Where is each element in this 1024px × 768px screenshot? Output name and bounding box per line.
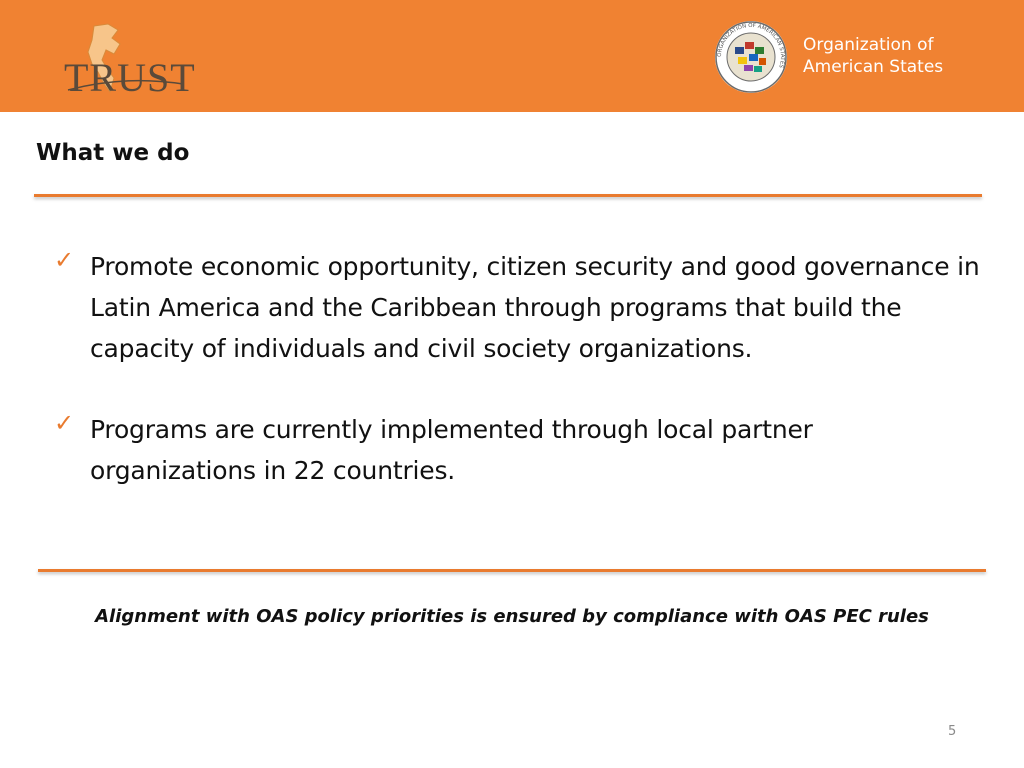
- bottom-divider: [38, 569, 986, 572]
- bullet-list: [52, 246, 982, 531]
- trust-logo: [48, 20, 198, 100]
- header-bar: [0, 0, 1024, 112]
- checkmark-icon: ✓: [54, 409, 75, 437]
- checkmark-icon: ✓: [54, 246, 75, 274]
- bullet-item: [52, 246, 982, 369]
- bullet-text: Promote economic opportunity, citizen security and good governance in Latin America and the Caribbean through programs that build the capacity of individuals and civil society organizations.: [90, 252, 980, 363]
- oas-seal-icon: [714, 20, 788, 94]
- oas-name: [803, 34, 943, 78]
- oas-seal-ring-text: ORGANIZATION OF AMERICAN STATES: [716, 22, 786, 69]
- bullet-item: [52, 409, 982, 491]
- page-number: 5: [948, 724, 957, 739]
- bullet-text: Programs are currently implemented through local partner organizations in 22 countries.: [90, 415, 813, 485]
- oas-name-line2: American States: [803, 57, 944, 77]
- slide-title: What we do: [36, 140, 190, 166]
- trust-logo-text: TRUST: [64, 55, 196, 100]
- top-divider: [34, 194, 982, 197]
- alignment-note: Alignment with OAS policy priorities is ensured by compliance with OAS PEC rules: [95, 606, 929, 627]
- oas-name-line1: Organization of: [803, 35, 934, 55]
